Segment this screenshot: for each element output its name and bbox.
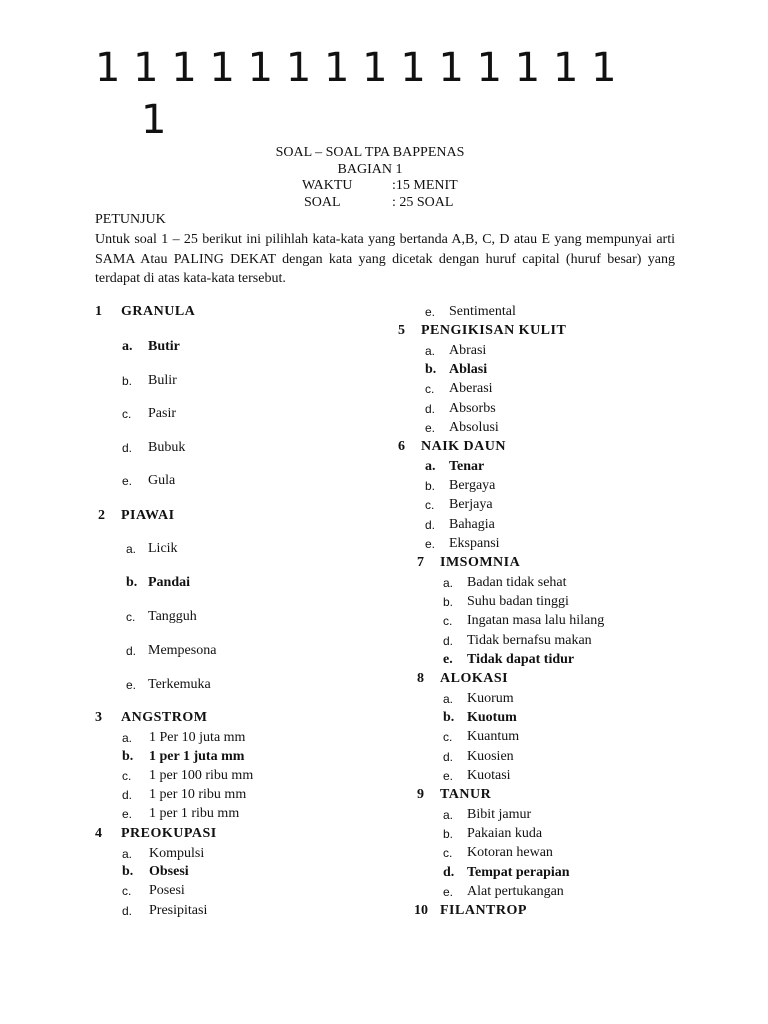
question-number: 2 <box>98 508 105 523</box>
option-text-answer: Obsesi <box>149 864 189 879</box>
option-letter: c. <box>126 610 136 624</box>
option-text: Badan tidak sehat <box>467 574 567 590</box>
option-letter: d. <box>443 864 455 880</box>
question-number: 5 <box>398 323 405 339</box>
option-text: Bulir <box>148 373 177 388</box>
option-text: Licik <box>148 541 178 556</box>
question-word: PREOKUPASI <box>121 826 217 841</box>
option-letter: d. <box>425 517 436 532</box>
option-text: Bubuk <box>148 440 186 455</box>
option-text: Kotoran hewan <box>467 845 553 861</box>
option-text: Ekspansi <box>449 535 500 551</box>
option-letter: d. <box>443 749 454 764</box>
option-text: Ingatan masa lalu hilang <box>467 613 605 629</box>
question-word: NAIK DAUN <box>421 439 506 455</box>
option-letter: b. <box>443 594 454 609</box>
soal-value: : 25 SOAL <box>392 195 454 210</box>
question-word: ANGSTROM <box>121 710 208 725</box>
option-text: Kompulsi <box>149 846 205 861</box>
option-letter: d. <box>122 904 133 918</box>
question-number: 3 <box>95 710 102 725</box>
option-letter: c. <box>443 846 453 861</box>
option-text: Absorbs <box>449 400 496 416</box>
option-letter: e. <box>443 768 454 783</box>
instructions-text: Untuk soal 1 – 25 berikut ini pilihlah kata-kata yang bertanda A,B, C, D atau E yang mempunyai arti SAMA Atau PALING DEKAT dengan kata yang dicetak dengan huruf capital (huruf besar) yang terdapat di atas kata-kata tersebut. <box>95 232 675 286</box>
option-letter: e. <box>425 305 436 319</box>
option-letter: d. <box>425 401 436 416</box>
question-number: 9 <box>417 787 424 803</box>
option-text: Presipitasi <box>149 903 208 918</box>
question-word: GRANULA <box>121 304 196 319</box>
option-text: Aberasi <box>449 381 493 397</box>
option-text: Kuantum <box>467 729 520 745</box>
option-text: Suhu badan tinggi <box>467 593 569 609</box>
option-letter: e. <box>122 807 133 821</box>
option-letter: b. <box>122 749 134 764</box>
option-text-answer: Tidak dapat tidur <box>467 651 575 667</box>
question-number: 4 <box>95 826 102 841</box>
option-letter: a. <box>122 731 133 745</box>
option-text: Pasir <box>148 406 176 421</box>
option-text: Pakaian kuda <box>467 825 543 841</box>
option-letter: b. <box>443 709 455 725</box>
option-letter: e. <box>443 884 454 899</box>
option-letter: a. <box>443 691 454 706</box>
waktu-label: WAKTU <box>302 178 353 193</box>
option-text: 1 Per 10 juta mm <box>149 730 246 745</box>
option-text: Mempesona <box>148 643 217 658</box>
option-text-answer: Tempat perapian <box>467 864 570 880</box>
question-word: PENGIKISAN KULIT <box>421 323 567 339</box>
option-text: Kuosien <box>467 748 514 764</box>
option-text-answer: Kuotum <box>467 709 517 725</box>
option-text-answer: Ablasi <box>449 361 488 377</box>
option-text: Tangguh <box>148 609 197 624</box>
option-letter: a. <box>425 458 436 474</box>
header-ones-line1: 1 1 1 1 1 1 1 1 1 1 1 1 1 1 <box>95 45 617 91</box>
question-word: IMSOMNIA <box>440 555 521 571</box>
option-letter: b. <box>122 374 133 388</box>
option-letter: b. <box>425 361 437 377</box>
waktu-value: :15 MENIT <box>392 178 458 193</box>
option-text-answer: 1 per 1 juta mm <box>149 749 245 764</box>
option-text: Kuotasi <box>467 767 511 783</box>
question-number: 8 <box>417 671 424 687</box>
document-subtitle: BAGIAN 1 <box>337 162 403 177</box>
option-letter: a. <box>122 847 133 861</box>
option-text: Abrasi <box>449 342 487 358</box>
option-text: Sentimental <box>449 304 516 319</box>
question-number: 10 <box>414 903 428 919</box>
option-letter: c. <box>122 884 132 898</box>
option-letter: e. <box>443 651 453 667</box>
option-text: 1 per 1 ribu mm <box>149 806 240 821</box>
option-text: Berjaya <box>449 497 493 513</box>
option-letter: a. <box>443 807 454 822</box>
option-letter: d. <box>122 441 133 455</box>
option-letter: b. <box>425 478 436 493</box>
option-text: Gula <box>148 473 176 488</box>
option-text: Bergaya <box>449 477 496 493</box>
question-word: FILANTROP <box>440 903 527 919</box>
option-text: 1 per 10 ribu mm <box>149 787 247 802</box>
option-text: Absolusi <box>449 419 499 435</box>
option-letter: d. <box>126 644 137 658</box>
option-letter: d. <box>443 633 454 648</box>
soal-label: SOAL <box>304 195 341 210</box>
option-text: Posesi <box>149 883 185 898</box>
option-text: Alat pertukangan <box>467 883 564 899</box>
option-text: Kuorum <box>467 690 514 706</box>
option-letter: b. <box>126 575 138 590</box>
option-letter: c. <box>425 382 435 397</box>
option-letter: b. <box>122 864 134 879</box>
question-word: TANUR <box>440 787 492 803</box>
option-text: Bahagia <box>449 516 495 532</box>
option-letter: a. <box>126 542 137 556</box>
option-letter: c. <box>425 498 435 513</box>
option-letter: c. <box>443 730 453 745</box>
option-text-answer: Butir <box>148 339 180 354</box>
question-number: 6 <box>398 439 405 455</box>
option-text: Bibit jamur <box>467 806 532 822</box>
option-text: Terkemuka <box>148 677 211 692</box>
option-letter: b. <box>443 826 454 841</box>
option-letter: e. <box>122 474 133 488</box>
option-text: Tidak bernafsu makan <box>467 632 592 648</box>
question-word: ALOKASI <box>440 671 509 687</box>
option-letter: a. <box>425 343 436 358</box>
option-letter: e. <box>126 678 137 692</box>
header-ones-line2: 1 <box>141 97 167 143</box>
option-text-answer: Pandai <box>148 575 191 590</box>
option-letter: c. <box>122 407 132 421</box>
instructions-heading: PETUNJUK <box>95 212 166 227</box>
document-title: SOAL – SOAL TPA BAPPENAS <box>275 145 465 160</box>
question-word: PIAWAI <box>121 508 175 523</box>
option-letter: c. <box>443 614 453 629</box>
option-text-answer: Tenar <box>449 458 485 474</box>
option-letter: c. <box>122 769 132 783</box>
option-letter: e. <box>425 420 436 435</box>
option-letter: d. <box>122 788 133 802</box>
question-number: 1 <box>95 304 102 319</box>
question-number: 7 <box>417 555 424 571</box>
option-letter: e. <box>425 536 436 551</box>
option-letter: a. <box>122 339 133 354</box>
option-letter: a. <box>443 575 454 590</box>
option-text: 1 per 100 ribu mm <box>149 768 254 783</box>
